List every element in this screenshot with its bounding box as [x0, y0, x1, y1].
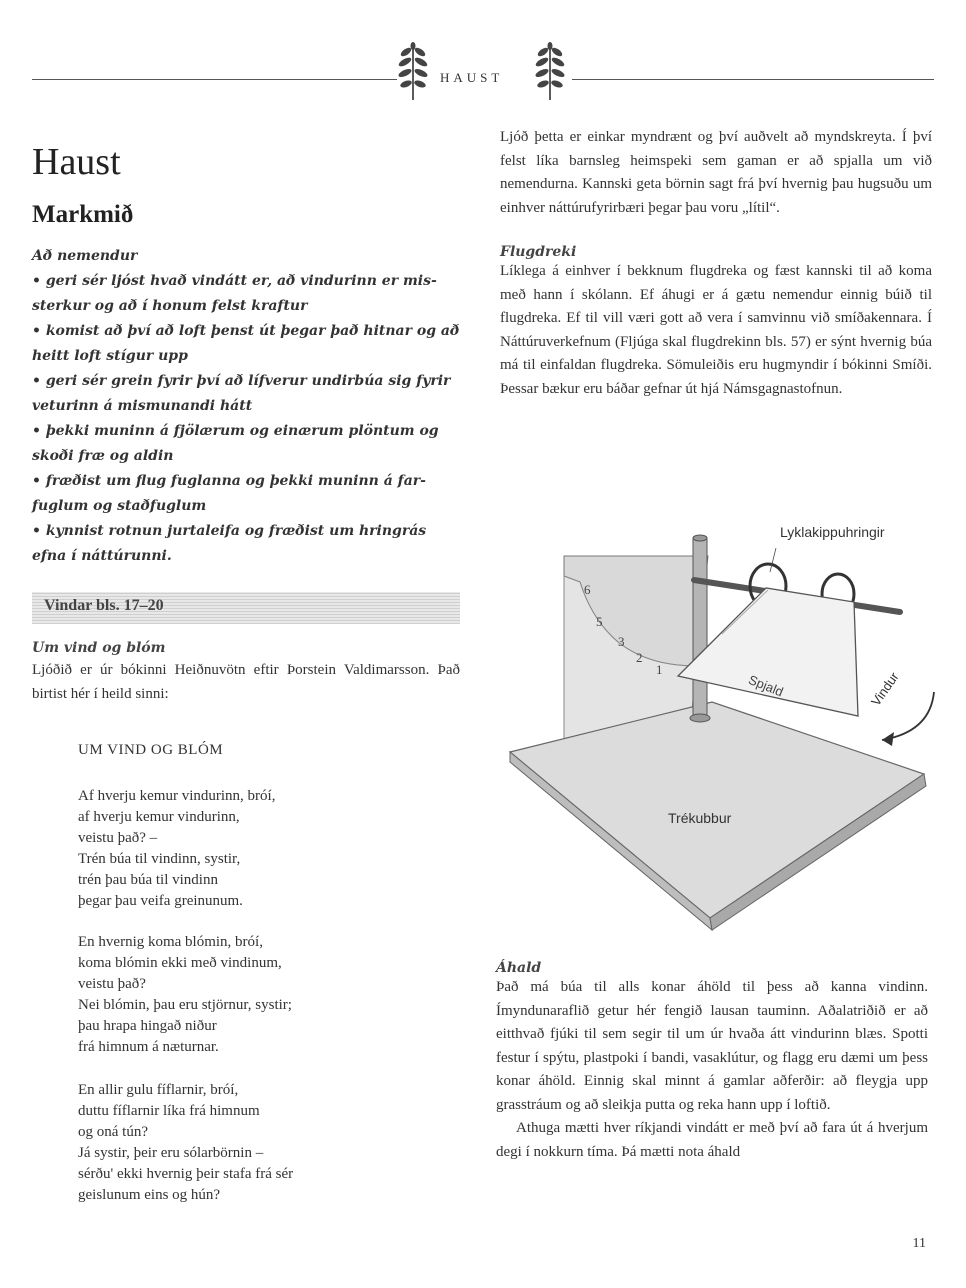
header-rule-right — [572, 79, 934, 80]
svg-text:6: 6 — [584, 582, 591, 597]
label-key-rings: Lyklakippuhringir — [780, 524, 885, 540]
poem-line: geislunum eins og hún? — [78, 1187, 221, 1203]
wind-instrument-illustration — [498, 516, 938, 956]
poem-line: Trén búa til vindinn, systir, — [78, 851, 241, 867]
goal-line: • fræðist um flug fuglanna og þekki muninn á far- — [32, 473, 426, 489]
poem-line: En allir gulu fíflarnir, bróí, — [78, 1082, 239, 1098]
goal-line: veturinn á mismunandi hátt — [32, 398, 253, 414]
kite-paragraph: Líklega á einhver í bekknum flugdreka og fæst kannski til að koma með hann í skólann. Ef áhugi er á gætu nemendur einnig búið til flugdreka. Ef til vill væri gott að vera í samvinnu við smíðakennara. Í Náttúruverkefnum (Fljúga skal flugdrekinn bls. 57) er sýnt hvernig búa má til einfaldan flugdreka. Sömuleiðis eru hugmyndir í bókinni Smíði. Þessar bækur eru báðar gefnar út hjá Námsgagnastofnun. — [500, 263, 932, 397]
goals-list — [32, 244, 462, 569]
poem-title: UM VIND OG BLÓM — [78, 742, 224, 758]
label-wind: Vindur — [868, 669, 902, 709]
poem-line: sérðu' ekki hvernig þeir stafa frá sér — [78, 1166, 294, 1182]
poem-line: veistu það? – — [78, 830, 158, 846]
header-rule-left — [32, 79, 397, 80]
svg-text:3: 3 — [618, 634, 625, 649]
right-column — [500, 126, 932, 401]
poem-line: Já systir, þeir eru sólarbörnin – — [78, 1145, 264, 1161]
goal-line: sterkur og að í honum felst kraftur — [32, 298, 308, 314]
goal-line: • komist að því að loft þenst út þegar það hitnar og að — [32, 323, 460, 339]
goal-line: skoði fræ og aldin — [32, 448, 174, 464]
poem-line: þau hrapa hingað niður — [78, 1018, 217, 1034]
leaf-icon-right — [533, 42, 567, 100]
svg-text:2: 2 — [636, 650, 643, 665]
label-card: Spjald — [746, 672, 786, 700]
header-title: HAUST — [440, 70, 504, 85]
goal-line: heitt loft stígur upp — [32, 348, 188, 364]
intro-paragraph: Ljóð þetta er einkar myndrænt og því auðvelt að myndskreyta. Í því felst líka barnsleg heimspeki sem gaman er að spjalla um við nemendurna. Kannski geta börnin sagt frá því hvernig þau hugsuðu um einhver náttúrufyrirbæri þegar þau voru „lítil“. — [500, 129, 932, 216]
poem-stanza-3 — [78, 1080, 293, 1206]
tools-paragraph: Það má búa til alls konar áhöld til þess að kanna vindinn. Ímyndunaraflið getur hér fengið lausan tauminn. Aðalatriðið er að eitthvað fjúki til sem segir til um úr hvaða átt vindurinn blæs. Spotti festur í spýtu, plastpoki í bandi, vasaklútur, og flagg eru dæmi um þess konar áhöld. Einnig skal minnt á gamlar aðferðir: að fleygja upp grasstráum og að sleikja putta og reka hann upp í loftið. — [496, 979, 928, 1113]
kite-heading: Flugdreki — [500, 244, 577, 260]
poem-line: trén þau búa til vindinn — [78, 872, 218, 888]
page-number: 11 — [912, 1236, 926, 1251]
poem-line: duttu fíflarnir líka frá himnum — [78, 1103, 260, 1119]
poem-line: veistu það? — [78, 976, 146, 992]
goal-line: • þekki muninn á fjölærum og einærum plöntum og — [32, 423, 439, 439]
poem-line: frá himnum á næturnar. — [78, 1039, 219, 1055]
goal-line: • geri sér grein fyrir því að lífverur undirbúa sig fyrir — [32, 373, 451, 389]
label-wood-block: Trékubbur — [668, 810, 732, 826]
goal-line: efna í náttúrunni. — [32, 548, 172, 564]
poem-line: af hverju kemur vindurinn, — [78, 809, 240, 825]
poem-stanza-2 — [78, 932, 292, 1058]
svg-text:1: 1 — [656, 662, 663, 677]
goals-intro: Að nemendur — [32, 248, 138, 264]
tools-heading: Áhald — [496, 960, 542, 976]
leaf-icon-left — [396, 42, 430, 100]
left-column — [32, 130, 462, 569]
svg-text:5: 5 — [596, 614, 603, 629]
tools-paragraph-2: Athuga mætti hver ríkjandi vindátt er með því að fara út á hverjum degi í nokkurn tíma. Þá mætti nota áhald — [496, 1120, 928, 1160]
goal-line: fuglum og staðfuglum — [32, 498, 207, 514]
page-title: Haust — [32, 141, 121, 183]
poem-line: og oná tún? — [78, 1124, 148, 1140]
poem-line: koma blómin ekki með vindinum, — [78, 955, 282, 971]
section-intro — [32, 640, 460, 706]
poem-line: En hvernig koma blómin, bróí, — [78, 934, 263, 950]
poem-line: Nei blómin, þau eru stjörnur, systir; — [78, 997, 292, 1013]
band-label: Vindar bls. 17–20 — [44, 597, 164, 614]
goal-line: • geri sér ljóst hvað vindátt er, að vindurinn er mis- — [32, 273, 437, 289]
poem-line: Af hverju kemur vindurinn, bróí, — [78, 788, 276, 804]
poem-stanza-1 — [78, 786, 275, 912]
poem-line: þegar þau veifa greinunum. — [78, 893, 243, 909]
section-subtitle: Markmið — [32, 201, 134, 228]
tools-section — [496, 960, 928, 1164]
section-band — [32, 592, 460, 624]
goal-line: • kynnist rotnun jurtaleifa og fræðist um hringrás — [32, 523, 427, 539]
section-heading: Um vind og blóm — [32, 640, 166, 656]
section-text: Ljóðið er úr bókinni Heiðnuvötn eftir Þorstein Valdimarsson. Það birtist hér í heild sinni: — [32, 662, 460, 702]
